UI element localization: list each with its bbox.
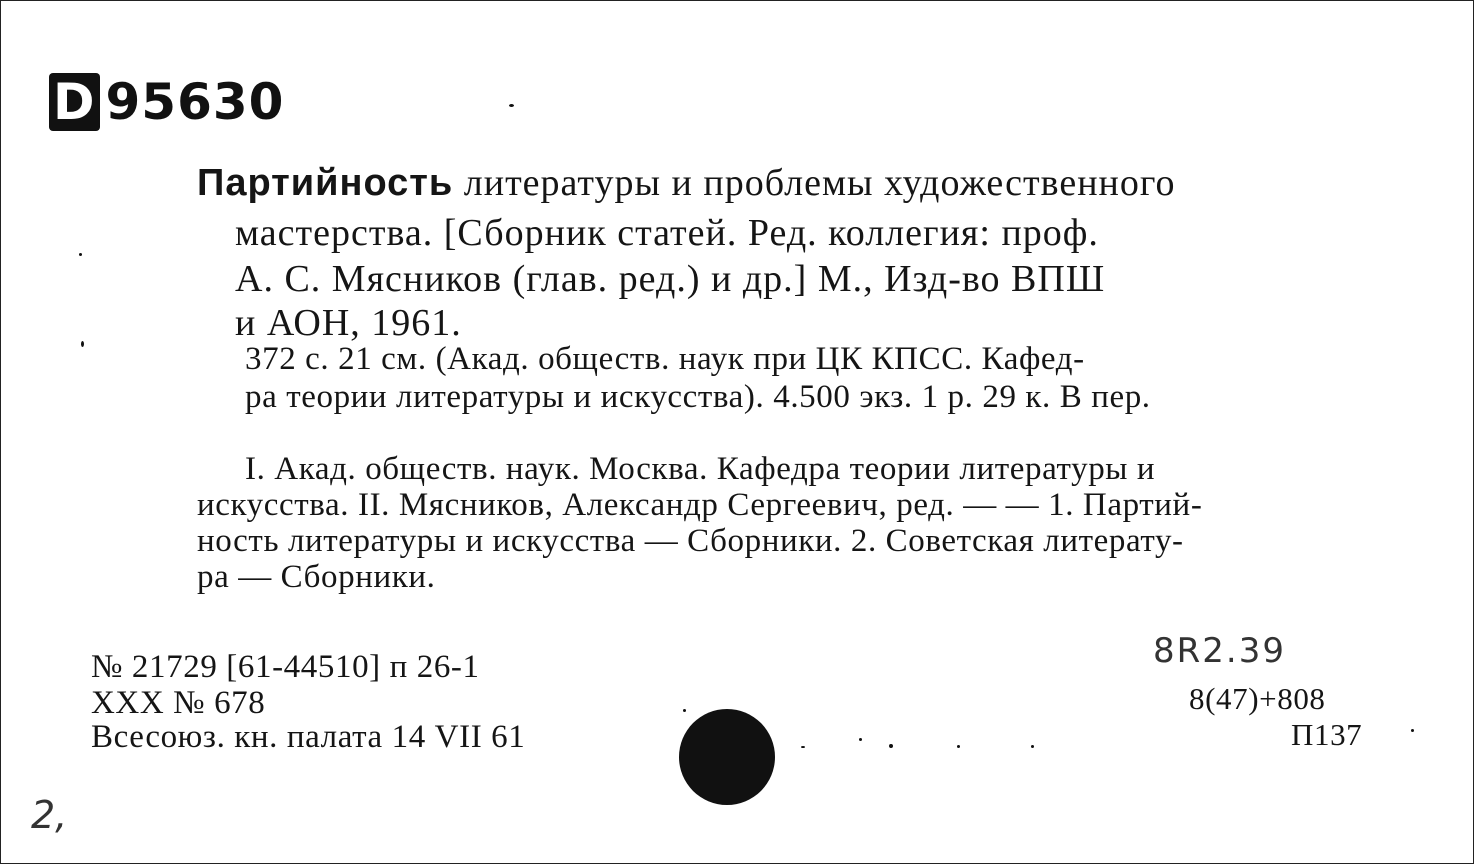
classification-code: 8(47)+808 (1189, 681, 1326, 716)
speck (1411, 729, 1414, 732)
footer-line-1: № 21729 [61-44510] п 26-1 (91, 649, 480, 685)
speck (81, 341, 84, 347)
title-line (197, 161, 1176, 205)
tracing-line-2: искусства. II. Мясников, Александр Сергеевич, ред. — — 1. Партий- (197, 487, 1203, 523)
collation-line-1: 372 с. 21 см. (Акад. обществ. наук при ЦК КПСС. Кафед- (245, 341, 1085, 377)
speck (859, 738, 862, 741)
corner-handwritten-mark: 2, (31, 793, 68, 837)
call-number-value: 95630 (105, 73, 285, 131)
speck (509, 104, 514, 107)
speck (79, 253, 82, 256)
description-line-2: А. С. Мясников (глав. ред.) и др.] М., Изд-во ВПШ (235, 258, 1106, 300)
author-mark: П137 (1291, 717, 1363, 752)
tracing-line-4: ра — Сборники. (197, 559, 436, 595)
title-rest: литературы и проблемы художественного (453, 162, 1176, 204)
title-lead: Партийность (197, 162, 454, 204)
tracing-line-1: I. Акад. обществ. наук. Москва. Кафедра теории литературы и (245, 451, 1156, 487)
tracing-line-3: ность литературы и искусства — Сборники. 2. Советская литерату- (197, 523, 1184, 559)
speck (801, 746, 805, 748)
footer-line-2: XXX № 678 (91, 685, 266, 721)
speck (957, 745, 960, 748)
speck (683, 709, 686, 712)
handwritten-class-number: 8R2.39 (1153, 631, 1286, 671)
speck (889, 744, 893, 748)
description-line-1: мастерства. [Сборник статей. Ред. коллегия: проф. (235, 212, 1099, 254)
call-number (49, 73, 284, 131)
speck (1031, 745, 1034, 748)
collation-line-2: ра теории литературы и искусства). 4.500 экз. 1 р. 29 к. В пер. (245, 379, 1151, 415)
punch-hole (679, 709, 775, 805)
description-line-3: и АОН, 1961. (235, 302, 462, 344)
call-number-prefix: D (49, 73, 100, 131)
footer-line-3: Всесоюз. кн. палата 14 VII 61 (91, 719, 526, 755)
